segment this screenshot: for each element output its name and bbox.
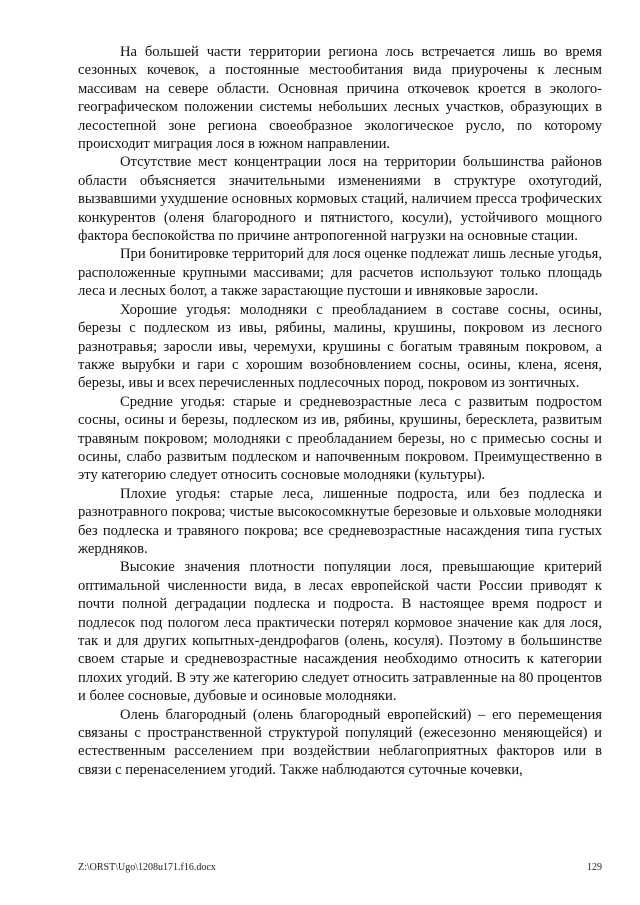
paragraph-3: При бонитировке территорий для лося оценке подлежат лишь лесные угодья, расположенные крупными массивами; для расчетов используют только площадь леса и лесных болот, а также зарастающие пустоши и ивняковые заросли. <box>78 246 602 300</box>
paragraph-7: Высокие значения плотности популяции лося, превышающие критерий оптимальной численности вида, в лесах европейской части России приводят к почти полной деградации подлеска и подроста. В настоящее время подрост и подлесок под пологом леса практически потерял кормовое значение как для лося, так и для других копытных-дендрофагов (олень, косуля). Поэтому в большинстве своем старые и средневозрастные насаждения необходимо относить к категории плохих угодий. В эту же категорию следует относить затравленные на 80 процентов и более сосновые, дубовые и осиновые молодняки. <box>78 559 602 705</box>
paragraph-1: На большей части территории региона лось встречается лишь во время сезонных кочевок, а постоянные местообитания вида приурочены к лесным массивам на севере области. Основная причина откочевок кроется в эколого-географическом положении системы небольших лесных участков, образующих в лесостепной зоне региона своеобразное экологическое русло, по которому происходит миграция лося в южном направлении. <box>78 44 602 153</box>
page-number: 129 <box>587 862 602 873</box>
paragraph-4: Хорошие угодья: молодняки с преобладанием в составе сосны, осины, березы с подлеском из ивы, рябины, малины, крушины, покровом из лесного разнотравья; заросли ивы, черемухи, крушины с богатым травяным покровом, а также вырубки и гари с хорошим возобновлением сосны, осины, клена, ясеня, березы, ивы и всех перечисленных подлесочных пород, покровом из зонтичных. <box>78 301 602 392</box>
document-body <box>78 43 602 779</box>
paragraph-8: Олень благородный (олень благородный европейский) – его перемещения связаны с пространственной структурой популяций (ежесезонно меняющейся) и естественным расселением при воздействии неблагоприятных факторов или в связи с перенаселением угодий. Также наблюдаются суточные кочевки, <box>78 706 602 778</box>
footer-file-path: Z:\ORST\Ugo\1208u171.f16.docx <box>78 862 216 873</box>
paragraph-5: Средние угодья: старые и средневозрастные леса с развитым подростом сосны, осины и березы, подлеском из ив, рябины, крушины, бересклета, развитым травяным покровом; молодняки с преобладанием березы, но с примесью сосны и осины, слабо развитым подлеском и напочвенным покровом. Преимущественно в эту категорию следует относить сосновые молодняки (культуры). <box>78 393 602 484</box>
paragraph-6: Плохие угодья: старые леса, лишенные подроста, или без подлеска и разнотравного покрова; чистые высокосомкнутые березовые и ольховые молодняки без подлеска и травяного покрова; все средневозрастные насаждения типа густых жердняков. <box>78 485 602 557</box>
paragraph-2: Отсутствие мест концентрации лося на территории большинства районов области объясняется значительными изменениями в структуре охотугодий, вызвавшими ухудшение основных кормовых стаций, наличием пресса трофических конкурентов (оленя благородного и пятнистого, косули), устойчивого мощного фактора беспокойства по причине антропогенной нагрузки на основные стации. <box>78 154 602 245</box>
